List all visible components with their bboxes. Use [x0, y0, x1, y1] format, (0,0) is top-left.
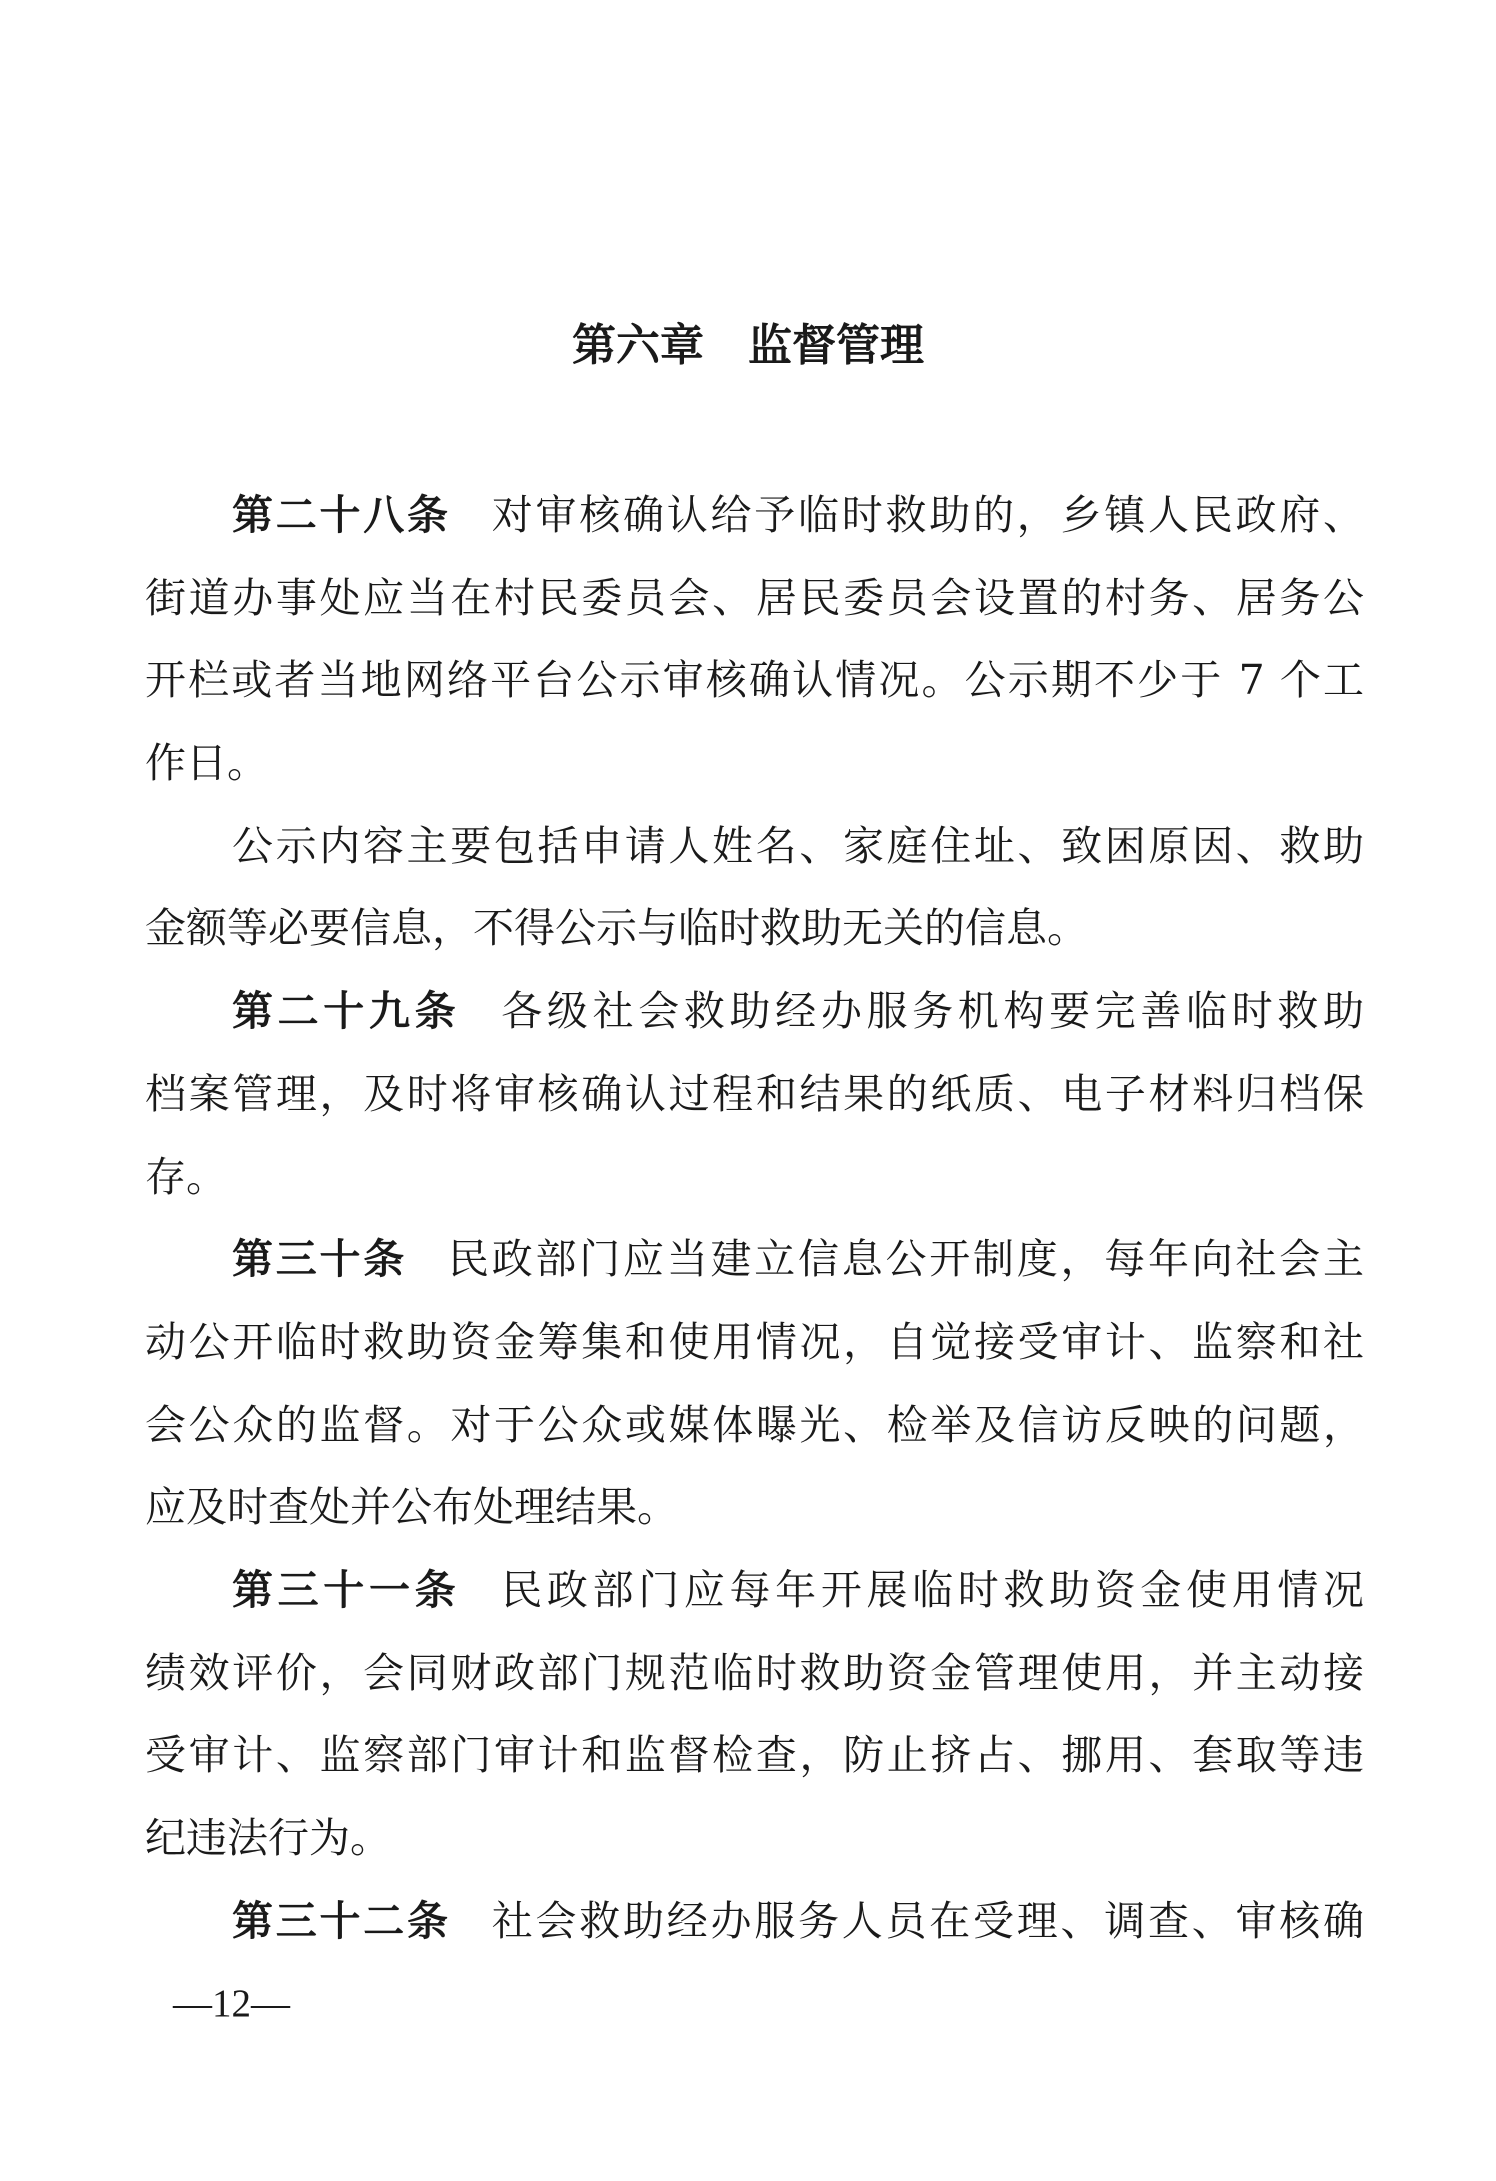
line-text: 民政部门应每年开展临时救助资金使用情况 — [501, 1565, 1365, 1614]
article-28-paragraph-2 — [145, 805, 1364, 970]
line-text: 对审核确认给予临时救助的，乡镇人民政府、 — [491, 491, 1364, 539]
article-30 — [145, 1218, 1364, 1549]
text-line: 动公开临时救助资金筹集和使用情况，自觉接受审计、监察和社 — [145, 1317, 1364, 1366]
chapter-title: 第六章 监督管理 — [572, 320, 924, 371]
text-line: 公示内容主要包括申请人姓名、家庭住址、致困原因、救助 — [232, 821, 1364, 870]
text-line: 纪违法行为。 — [145, 1814, 391, 1862]
article-heading: 第三十一条 — [232, 1565, 461, 1614]
line-text: 民政部门应当建立信息公开制度，每年向社会主 — [448, 1235, 1364, 1284]
text-line: 金额等必要信息，不得公示与临时救助无关的信息。 — [145, 904, 1088, 953]
text-line: 存。 — [145, 1152, 227, 1201]
line-text: 各级社会救助经办服务机构要完善临时救助 — [501, 987, 1365, 1036]
text-line: 绩效评价，会同财政部门规范临时救助资金管理使用，并主动接 — [145, 1648, 1364, 1697]
article-28 — [145, 474, 1364, 805]
text-line — [145, 1218, 1364, 1301]
body-text — [145, 474, 1364, 1962]
text-line — [145, 1549, 1364, 1632]
text-line: 会公众的监督。对于公众或媒体曝光、检举及信访反映的问题， — [145, 1400, 1364, 1449]
article-31 — [145, 1549, 1364, 1880]
text-line — [145, 1880, 1364, 1963]
article-heading: 第三十二条 — [232, 1896, 451, 1945]
article-heading: 第三十条 — [232, 1235, 407, 1284]
page-number: —12— — [173, 1982, 290, 2025]
text-line — [145, 474, 1364, 557]
text-line: 开栏或者当地网络平台公示审核确认情况。公示期不少于 7 个工 — [145, 656, 1364, 705]
text-line — [145, 970, 1364, 1053]
text-line: 作日。 — [145, 739, 268, 788]
article-heading: 第二十九条 — [232, 987, 461, 1036]
article-32 — [145, 1880, 1364, 1963]
article-29 — [145, 970, 1364, 1218]
line-text: 社会救助经办服务人员在受理、调查、审核确 — [491, 1896, 1364, 1945]
text-line: 档案管理，及时将审核确认过程和结果的纸质、电子材料归档保 — [145, 1069, 1364, 1118]
article-heading: 第二十八条 — [232, 491, 451, 539]
text-line: 应及时查处并公布处理结果。 — [145, 1483, 678, 1532]
text-line: 街道办事处应当在村民委员会、居民委员会设置的村务、居务公 — [145, 573, 1364, 622]
text-line: 受审计、监察部门审计和监督检查，防止挤占、挪用、套取等违 — [145, 1731, 1364, 1780]
